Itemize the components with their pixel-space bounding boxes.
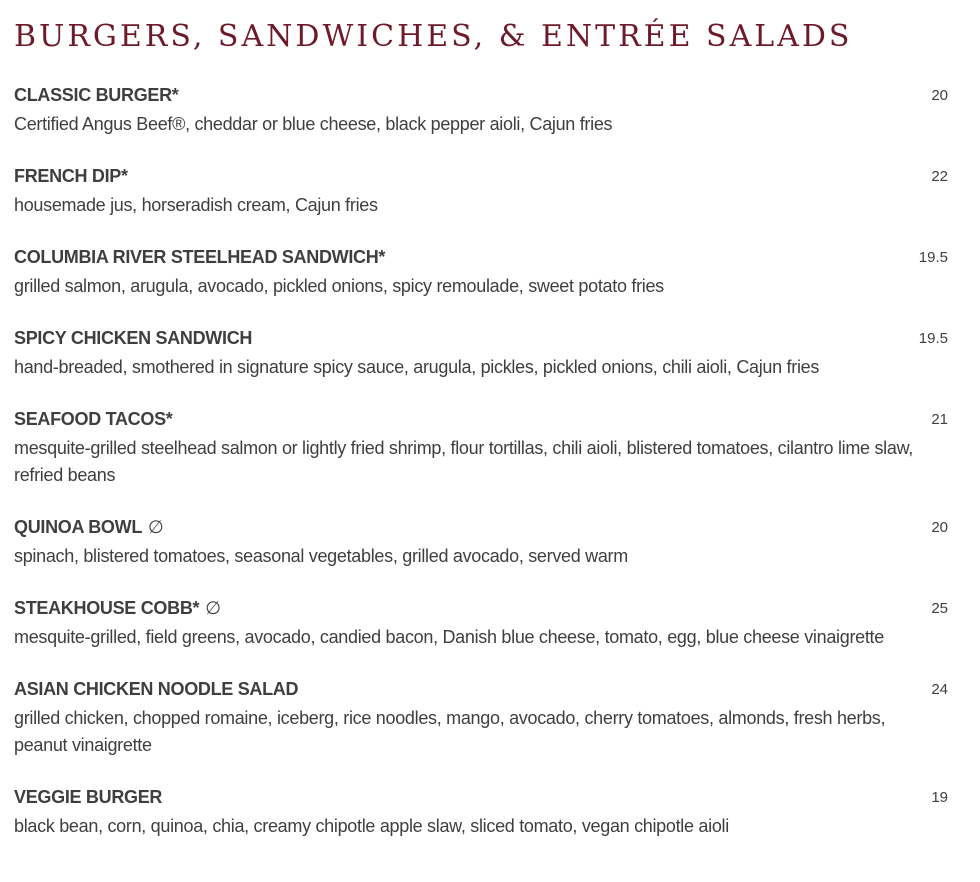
section-title: BURGERS, SANDWICHES, & ENTRÉE SALADS bbox=[14, 19, 853, 54]
item-price: 20 bbox=[931, 87, 948, 104]
menu-item-spicy-chicken-sandwich bbox=[14, 326, 948, 381]
item-price: 25 bbox=[931, 600, 948, 617]
item-name: COLUMBIA RIVER STEELHEAD SANDWICH* bbox=[14, 247, 386, 267]
item-price: 22 bbox=[931, 168, 948, 185]
item-description: grilled chicken, chopped romaine, iceberg, rice noodles, mango, avocado, cherry tomatoes, almonds, fresh herbs, peanut vinaigrette bbox=[14, 708, 886, 755]
menu-item-seafood-tacos bbox=[14, 407, 948, 489]
item-name: FRENCH DIP* bbox=[14, 166, 128, 186]
item-description: mesquite-grilled, field greens, avocado, candied bacon, Danish blue cheese, tomato, egg, blue cheese vinaigrette bbox=[14, 627, 884, 647]
item-name: SEAFOOD TACOS* bbox=[14, 409, 173, 429]
item-price: 19.5 bbox=[918, 330, 948, 347]
item-name: VEGGIE BURGER bbox=[14, 787, 163, 807]
menu-item-steelhead-sandwich bbox=[14, 245, 948, 300]
gluten-free-icon: ∅ bbox=[205, 598, 221, 619]
item-description: hand-breaded, smothered in signature spicy sauce, arugula, pickles, pickled onions, chili aioli, Cajun fries bbox=[14, 357, 820, 377]
item-description: grilled salmon, arugula, avocado, pickled onions, spicy remoulade, sweet potato fries bbox=[14, 276, 664, 296]
item-price: 24 bbox=[931, 681, 948, 698]
item-description: black bean, corn, quinoa, chia, creamy chipotle apple slaw, sliced tomato, vegan chipotle aioli bbox=[14, 816, 729, 836]
menu-item-asian-chicken-noodle-salad bbox=[14, 677, 948, 759]
item-name: SPICY CHICKEN SANDWICH bbox=[14, 328, 253, 348]
menu-item-quinoa-bowl bbox=[14, 515, 948, 570]
menu-item-classic-burger bbox=[14, 83, 948, 138]
item-price: 19 bbox=[931, 789, 948, 806]
menu-item-steakhouse-cobb bbox=[14, 596, 948, 651]
menu-item-french-dip bbox=[14, 164, 948, 219]
item-name: ASIAN CHICKEN NOODLE SALAD bbox=[14, 679, 299, 699]
item-name: STEAKHOUSE COBB* bbox=[14, 598, 200, 618]
menu-items-list bbox=[14, 83, 948, 840]
menu-section bbox=[14, 0, 948, 840]
item-price: 20 bbox=[931, 519, 948, 536]
item-description: Certified Angus Beef®, cheddar or blue cheese, black pepper aioli, Cajun fries bbox=[14, 114, 613, 134]
item-description: mesquite-grilled steelhead salmon or lightly fried shrimp, flour tortillas, chili aioli, blistered tomatoes, cilantro lime slaw, refried beans bbox=[14, 438, 913, 485]
item-name: CLASSIC BURGER* bbox=[14, 85, 179, 105]
item-name: QUINOA BOWL bbox=[14, 517, 143, 537]
gluten-free-icon: ∅ bbox=[148, 517, 164, 538]
item-description: housemade jus, horseradish cream, Cajun fries bbox=[14, 195, 378, 215]
item-description: spinach, blistered tomatoes, seasonal vegetables, grilled avocado, served warm bbox=[14, 546, 628, 566]
menu-item-veggie-burger bbox=[14, 785, 948, 840]
item-price: 21 bbox=[931, 411, 948, 428]
item-price: 19.5 bbox=[918, 249, 948, 266]
